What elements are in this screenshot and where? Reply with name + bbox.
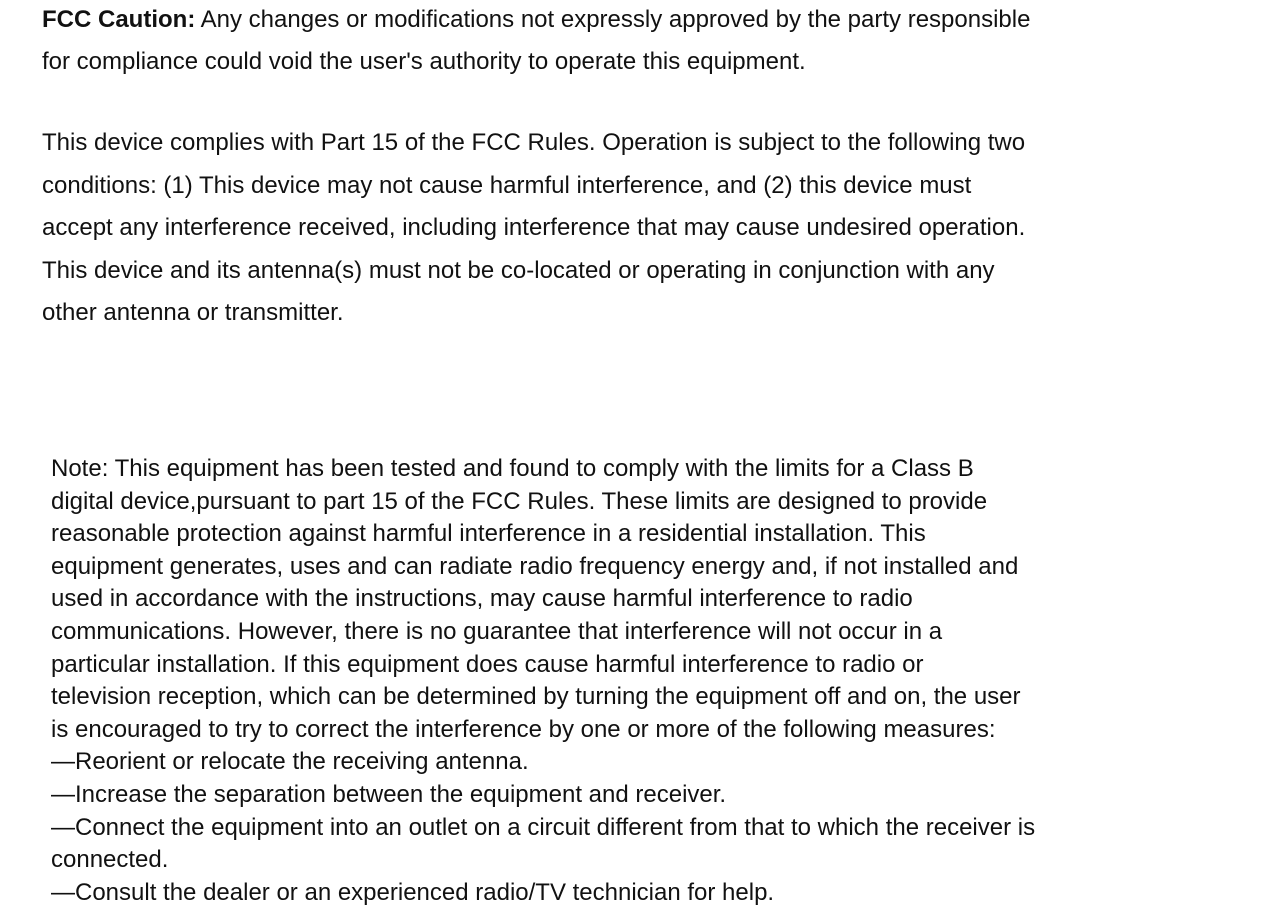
measure-item: —Consult the dealer or an experienced radio/TV technician for help.: [51, 878, 775, 906]
compliance-line: conditions: (1) This device may not cause harmful interference, and (2) this device must: [42, 171, 972, 199]
fcc-caution-paragraph: [42, 0, 1242, 83]
class-b-note: [51, 453, 1251, 909]
compliance-line: accept any interference received, including interference that may cause undesired operation.: [42, 214, 1026, 241]
note-line: is encouraged to try to correct the interference by one or more of the following measures:: [51, 715, 996, 743]
note-line: digital device,pursuant to part 15 of the FCC Rules. These limits are designed to provide: [51, 487, 988, 515]
note-line: particular installation. If this equipment does cause harmful interference to radio or: [51, 650, 924, 678]
fcc-caution-text-2: for compliance could void the user's authority to operate this equipment.: [42, 48, 806, 75]
compliance-line: This device complies with Part 15 of the FCC Rules. Operation is subject to the following two: [42, 129, 1026, 156]
fcc-caution-label: FCC Caution:: [42, 6, 196, 33]
note-line: equipment generates, uses and can radiate radio frequency energy and, if not installed and: [51, 552, 1019, 580]
fcc-caution-text-1: Any changes or modifications not expressly approved by the party responsible: [200, 6, 1031, 33]
note-line: communications. However, there is no guarantee that interference will not occur in a: [51, 617, 943, 645]
compliance-line: This device and its antenna(s) must not be co-located or operating in conjunction with any: [42, 256, 995, 284]
compliance-line: other antenna or transmitter.: [42, 299, 344, 326]
note-line: television reception, which can be determined by turning the equipment off and on, the user: [51, 683, 1021, 711]
measure-item: —Reorient or relocate the receiving antenna.: [51, 748, 529, 776]
note-line: used in accordance with the instructions, may cause harmful interference to radio: [51, 585, 913, 613]
measure-item: —Increase the separation between the equipment and receiver.: [51, 780, 727, 808]
note-line: reasonable protection against harmful interference in a residential installation. This: [51, 520, 926, 548]
fcc-caution-line-1: [42, 0, 1242, 41]
note-line: Note: This equipment has been tested and found to comply with the limits for a Class B: [51, 455, 974, 482]
measure-item-continuation: connected.: [51, 846, 169, 874]
compliance-paragraph: [42, 122, 1242, 335]
measure-item: —Connect the equipment into an outlet on a circuit different from that to which the receiver is: [51, 813, 1036, 841]
